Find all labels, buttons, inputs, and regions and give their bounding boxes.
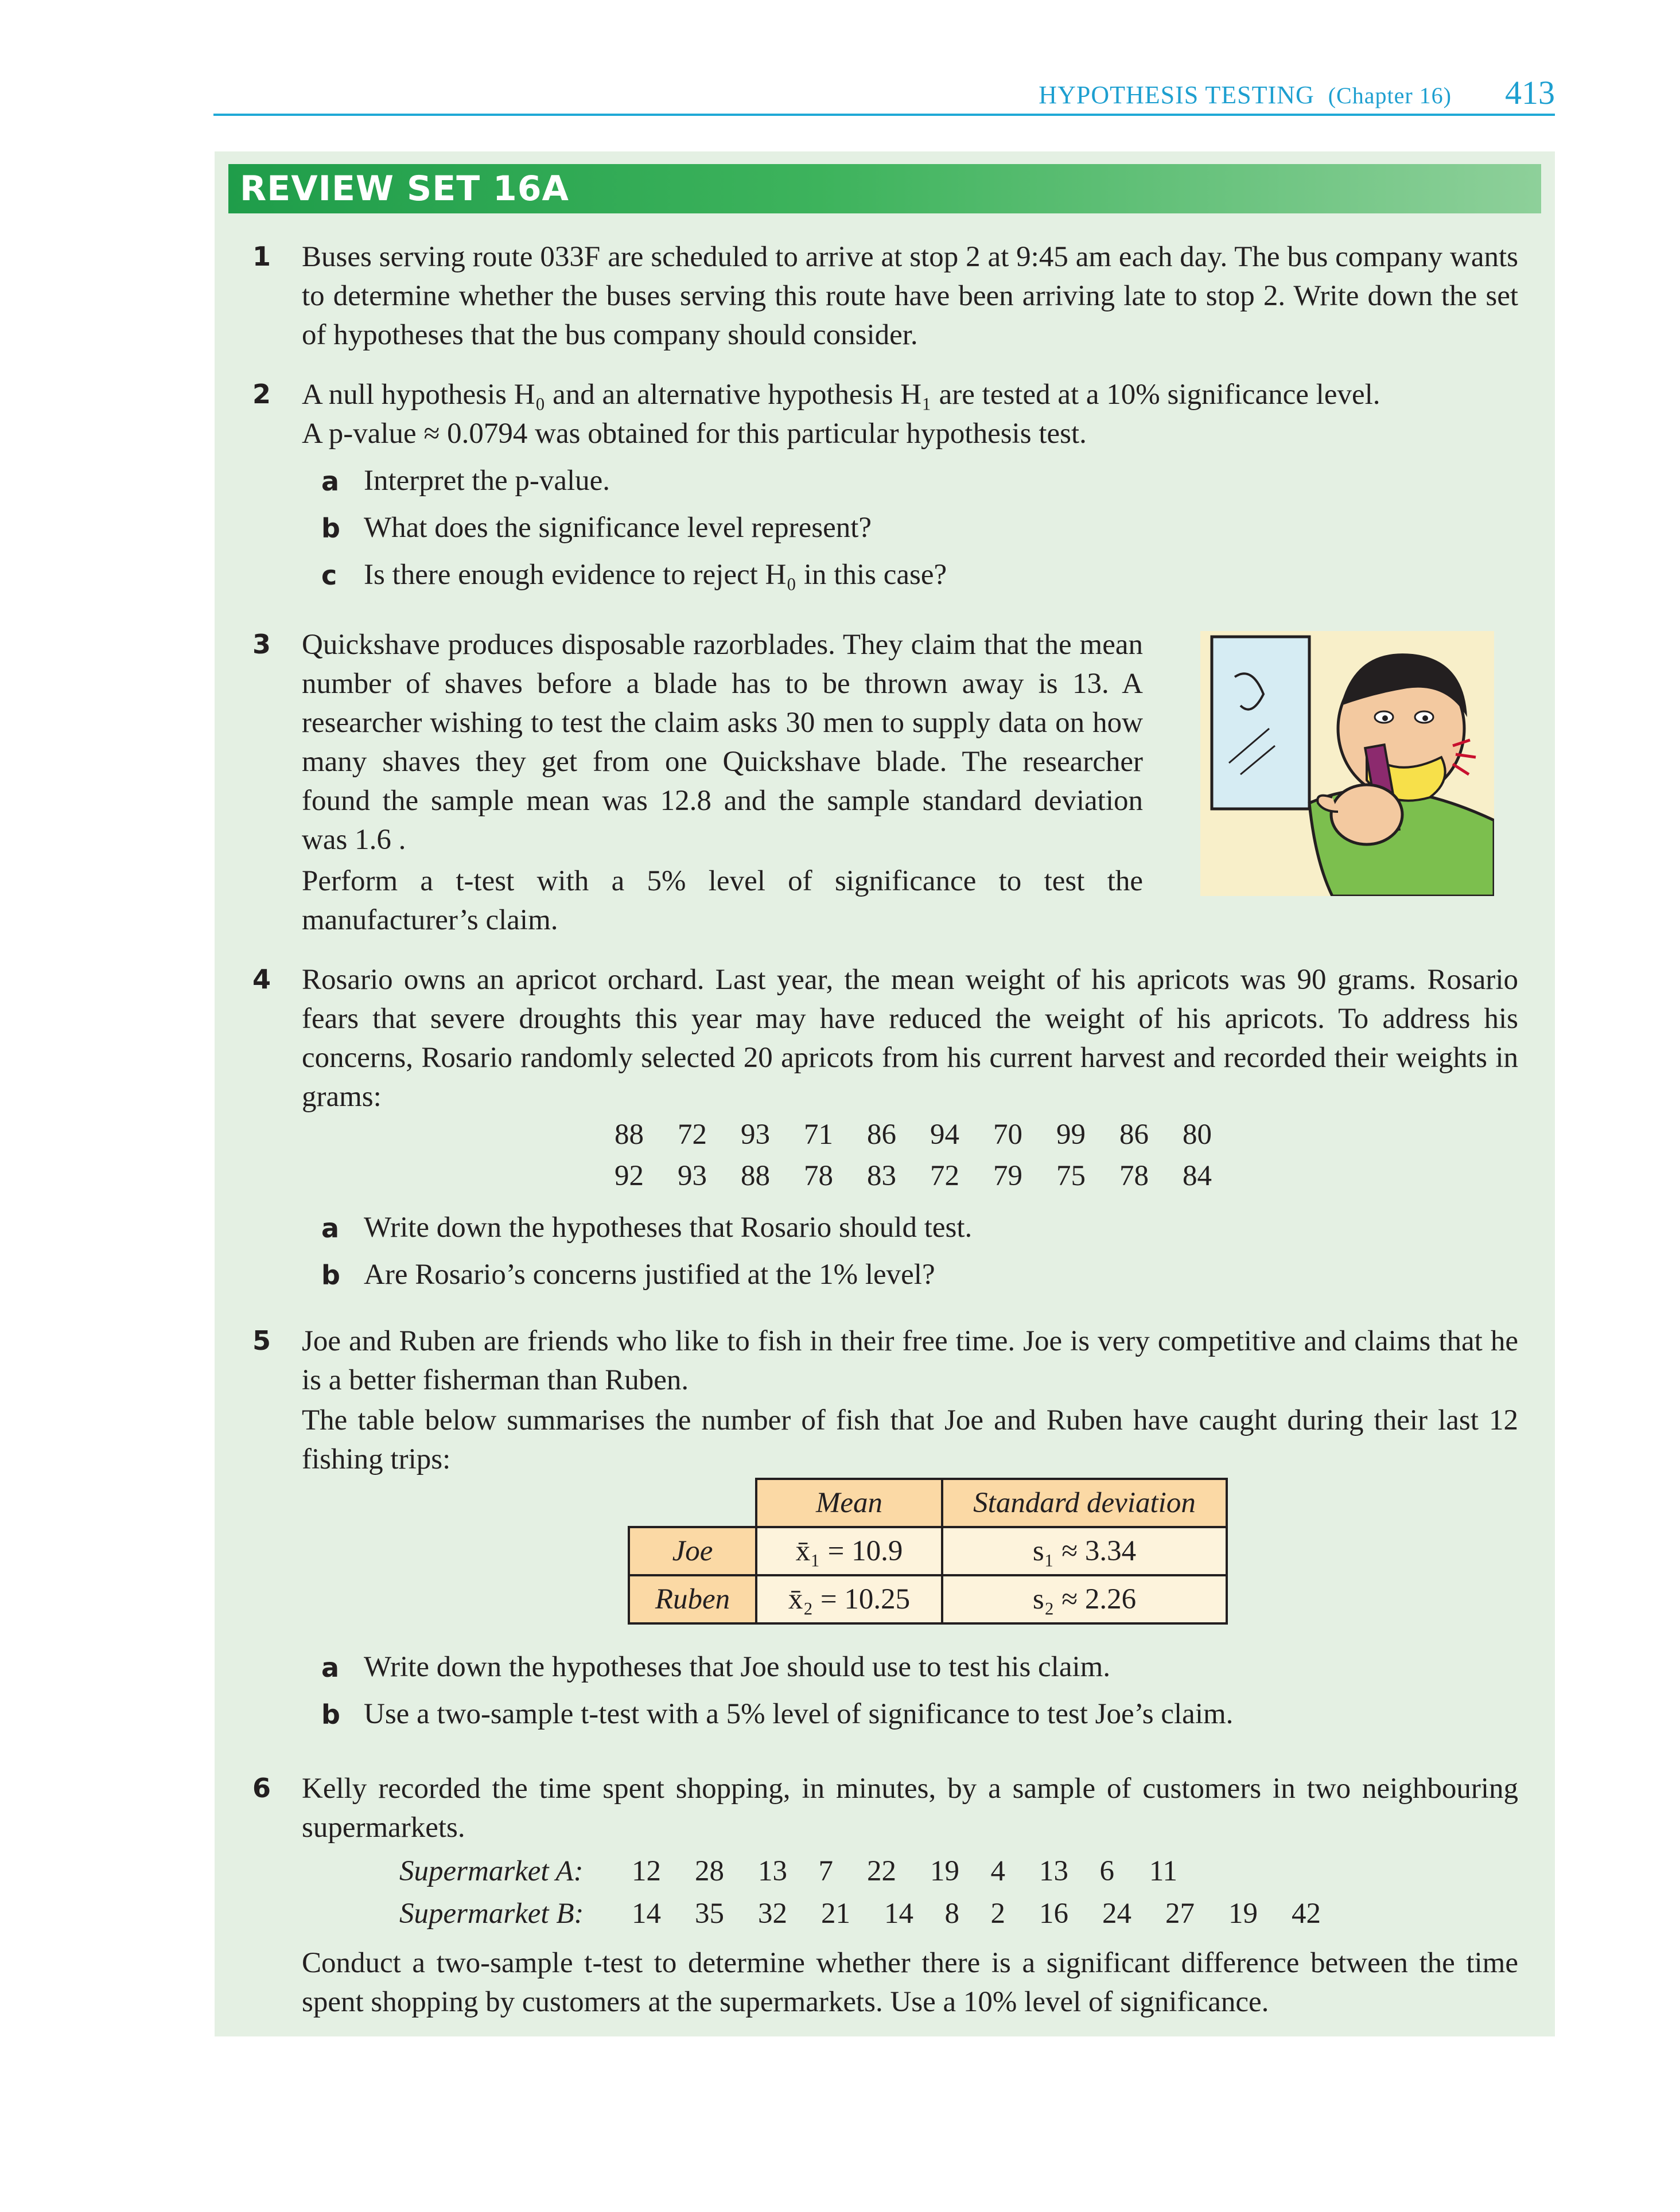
time-value: 13 bbox=[1039, 1855, 1068, 1887]
part-text: Interpret the p-value. bbox=[364, 465, 610, 497]
weight-value: 72 bbox=[678, 1119, 707, 1151]
weight-value: 84 bbox=[1183, 1160, 1212, 1192]
weight-value: 72 bbox=[930, 1160, 959, 1192]
apricot-weights-row-1 bbox=[608, 1114, 1212, 1155]
weight-value: 93 bbox=[741, 1119, 770, 1151]
weight-value: 78 bbox=[1119, 1160, 1149, 1192]
part-label: a bbox=[321, 1652, 340, 1683]
question-text-2: Perform a t-test with a 5% level of significance to test the manufacturer’s claim. bbox=[302, 865, 1143, 936]
column-header-standard-deviation: Standard deviation bbox=[942, 1479, 1227, 1527]
time-value: 2 bbox=[990, 1898, 1005, 1930]
sd-cell: s₁ ≈ 3.34 bbox=[942, 1527, 1227, 1575]
part-text: Write down the hypotheses that Rosario should test. bbox=[364, 1212, 973, 1244]
part-label: b bbox=[321, 1260, 340, 1291]
time-value: 14 bbox=[632, 1898, 661, 1930]
weight-value: 88 bbox=[741, 1160, 770, 1192]
part-label: a bbox=[321, 1213, 340, 1244]
shaving-cartoon-illustration bbox=[1200, 631, 1494, 896]
weight-value: 71 bbox=[804, 1119, 833, 1151]
time-value: 28 bbox=[695, 1855, 724, 1887]
fishing-summary-table bbox=[628, 1478, 1228, 1625]
column-header-mean: Mean bbox=[756, 1479, 942, 1527]
weight-value: 93 bbox=[678, 1160, 707, 1192]
question-text: Kelly recorded the time spent shopping, in minutes, by a sample of customers in two neighbouring supermarkets. bbox=[302, 1773, 1518, 1844]
time-value: 4 bbox=[990, 1855, 1005, 1887]
supermarket-a-label: Supermarket A: bbox=[399, 1855, 584, 1887]
time-value: 12 bbox=[632, 1855, 661, 1887]
weight-value: 78 bbox=[804, 1160, 833, 1192]
question-text-line-1: A null hypothesis H₀ and an alternative hypothesis H₁ are tested at a 10% significance level. bbox=[302, 379, 1380, 411]
table-header-row bbox=[629, 1479, 1227, 1527]
time-value: 35 bbox=[695, 1898, 724, 1930]
time-value: 22 bbox=[867, 1855, 896, 1887]
question-number: 2 bbox=[252, 379, 271, 410]
shaving-cartoon-icon bbox=[1200, 631, 1494, 896]
mean-cell: x̄₁ = 10.9 bbox=[756, 1527, 942, 1575]
weight-value: 70 bbox=[993, 1119, 1022, 1151]
time-value: 7 bbox=[818, 1855, 833, 1887]
sd-cell: s₂ ≈ 2.26 bbox=[942, 1575, 1227, 1623]
review-set-title: REVIEW SET 16A bbox=[240, 169, 569, 209]
time-value: 32 bbox=[758, 1898, 787, 1930]
part-label: b bbox=[321, 1699, 340, 1730]
chapter-number: (Chapter 16) bbox=[1328, 83, 1452, 108]
review-set-banner bbox=[228, 164, 1541, 213]
question-number: 6 bbox=[252, 1773, 271, 1804]
part-label: c bbox=[321, 560, 337, 591]
row-header-ruben: Ruben bbox=[629, 1575, 756, 1623]
question-number: 5 bbox=[252, 1325, 271, 1356]
page-number: 413 bbox=[1505, 74, 1555, 111]
question-text: Quickshave produces disposable razorblades. They claim that the mean number of shaves before a blade has to be thrown away is 13. A researcher wishing to test the claim asks 30 men to supply data on how many shaves they get from one Quickshave blade. The researcher found the sample mean was 12.8 and the sample standard deviation was 1.6 . bbox=[302, 629, 1143, 856]
question-text: Buses serving route 033F are scheduled to arrive at stop 2 at 9:45 am each day. The bus company wants to determine whether the buses serving this route have been arriving late to stop 2. Write down the set of hypotheses that the bus company should consider. bbox=[302, 241, 1518, 351]
apricot-weights-row-2 bbox=[608, 1155, 1212, 1197]
question-number: 3 bbox=[252, 629, 271, 660]
time-value: 14 bbox=[884, 1898, 913, 1930]
question-text-2: The table below summarises the number of fish that Joe and Ruben have caught during their last 12 fishing trips: bbox=[302, 1404, 1518, 1475]
supermarket-b-row bbox=[399, 1893, 1321, 1934]
time-value: 8 bbox=[944, 1898, 959, 1930]
table-corner bbox=[629, 1479, 756, 1527]
time-value: 42 bbox=[1292, 1898, 1321, 1930]
time-value: 19 bbox=[930, 1855, 959, 1887]
part-text: Is there enough evidence to reject H₀ in this case? bbox=[364, 559, 947, 591]
supermarket-a-row bbox=[399, 1851, 1177, 1892]
running-header bbox=[213, 73, 1555, 116]
weight-value: 92 bbox=[615, 1160, 644, 1192]
weight-value: 94 bbox=[930, 1119, 959, 1151]
time-value: 6 bbox=[1099, 1855, 1114, 1887]
time-value: 11 bbox=[1149, 1855, 1177, 1887]
time-value: 24 bbox=[1102, 1898, 1131, 1930]
time-value: 19 bbox=[1228, 1898, 1258, 1930]
weight-value: 75 bbox=[1056, 1160, 1086, 1192]
weight-value: 80 bbox=[1183, 1119, 1212, 1151]
part-text: What does the significance level represent? bbox=[364, 512, 872, 544]
weight-value: 99 bbox=[1056, 1119, 1086, 1151]
chapter-title: HYPOTHESIS TESTING bbox=[1039, 81, 1315, 109]
question-number: 1 bbox=[252, 241, 271, 272]
question-text-2: Conduct a two-sample t-test to determine whether there is a significant difference between the time spent shopping by customers at the supermarkets. Use a 10% level of significance. bbox=[302, 1947, 1518, 2018]
part-text: Are Rosario’s concerns justified at the 1% level? bbox=[364, 1259, 935, 1291]
part-label: b bbox=[321, 513, 340, 544]
weight-value: 88 bbox=[615, 1119, 644, 1151]
time-value: 16 bbox=[1039, 1898, 1068, 1930]
question-text: Rosario owns an apricot orchard. Last year, the mean weight of his apricots was 90 grams. Rosario fears that severe droughts this year may have reduced the weight of his apricots. To address his concerns, Rosario randomly selected 20 apricots from his current harvest and recorded their weights in grams: bbox=[302, 964, 1518, 1113]
table-row bbox=[629, 1575, 1227, 1623]
weight-value: 86 bbox=[1119, 1119, 1149, 1151]
mean-cell: x̄₂ = 10.25 bbox=[756, 1575, 942, 1623]
question-text-line-2: A p-value ≈ 0.0794 was obtained for this particular hypothesis test. bbox=[302, 418, 1087, 450]
time-value: 27 bbox=[1165, 1898, 1195, 1930]
row-header-joe: Joe bbox=[629, 1527, 756, 1575]
table-row bbox=[629, 1527, 1227, 1575]
supermarket-b-label: Supermarket B: bbox=[399, 1898, 584, 1930]
part-label: a bbox=[321, 466, 340, 497]
part-text: Use a two-sample t-test with a 5% level of significance to test Joe’s claim. bbox=[364, 1698, 1234, 1730]
weight-value: 79 bbox=[993, 1160, 1022, 1192]
time-value: 21 bbox=[821, 1898, 850, 1930]
question-number: 4 bbox=[252, 964, 271, 995]
time-value: 13 bbox=[758, 1855, 787, 1887]
question-text: Joe and Ruben are friends who like to fish in their free time. Joe is very competitive and claims that he is a better fisherman than Ruben. bbox=[302, 1325, 1518, 1396]
chapter-heading bbox=[1039, 80, 1452, 110]
weight-value: 86 bbox=[867, 1119, 896, 1151]
weight-value: 83 bbox=[867, 1160, 896, 1192]
part-text: Write down the hypotheses that Joe should use to test his claim. bbox=[364, 1651, 1111, 1683]
